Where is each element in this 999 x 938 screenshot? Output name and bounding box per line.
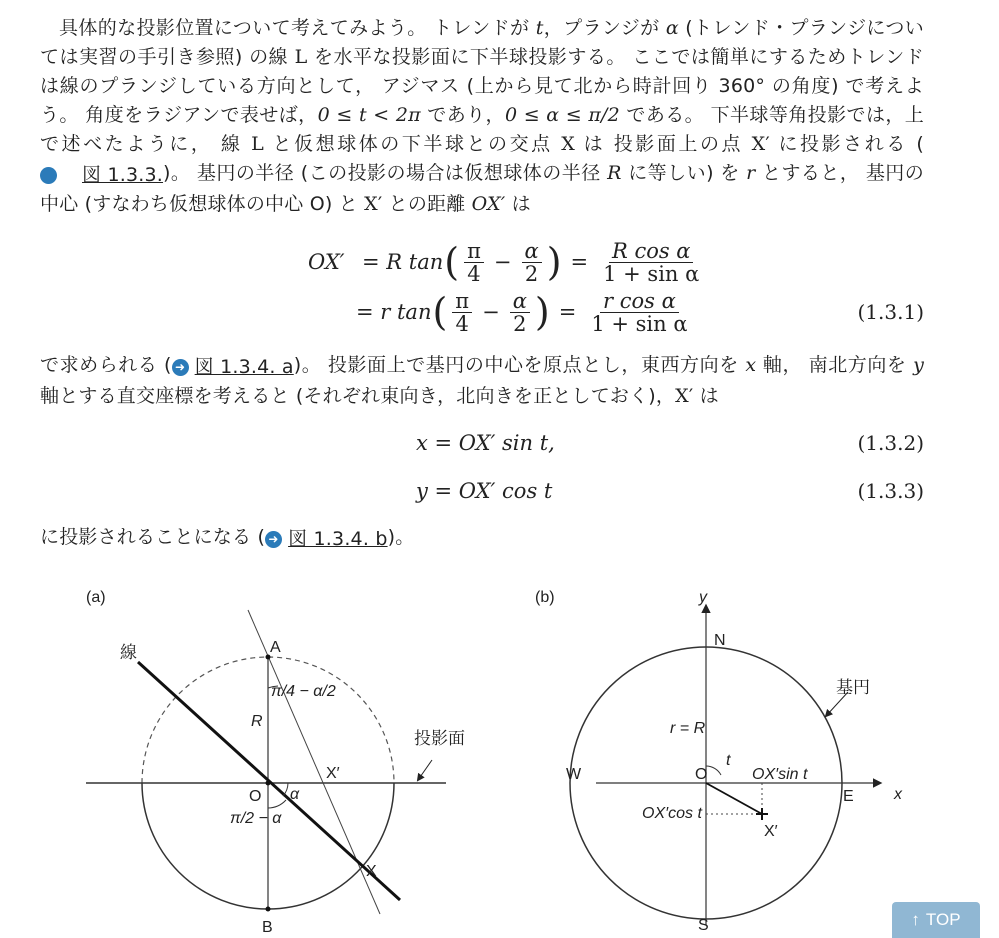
paragraph-1: 具体的な投影位置について考えてみよう。 トレンドが t，プランジが α (トレンド・プランジについては実習の手引き参照) の線 L を水平な投影面に下半球投影する。 ここでは簡単にするためトレンドは線のプランジしている方向として， アジマス (上から見て北から時計回り 360° の角度) で考えよう。 角度をラジアンで表せば，0 ≤ t < 2π であり，0 ≤ α ≤ π/2 である。 下半球等角投影では，上で述べたように， 線 L と仮想球体の下半球との交点 X は 投影面上の点 X′ に投影される ( ➜ 図 1.3.3. )。 基円の半径 (この投影の場合は仮想球体の半径 R に等しい) を r とすると， 基円の中心 (すなわち仮想球体の中心 O) と X′ との距離 OX′ は: [40, 17, 924, 215]
label-angle-bottom: π/2 − α: [230, 810, 282, 827]
paragraph-3: に投影されることになる ( ➜ 図 1.3.4. b )。: [40, 523, 924, 554]
article-body: [40, 14, 924, 554]
label-o: O: [249, 788, 262, 805]
figure-panel-b: [535, 589, 903, 934]
equations-1-3-2-3: [40, 419, 924, 515]
point-b: [266, 907, 271, 912]
label-x-prime: X′: [326, 765, 340, 782]
paragraph-2: で求められる ( ➜ 図 1.3.4. a )。 投影面上で基円の中心を原点とし，東西方向を x 軸， 南北方向を y 軸とする直交座標を考えると (それぞれ東向き，北向きを正としておく)，X′ は: [40, 354, 925, 407]
arrow-right-circle-icon: ➜: [40, 167, 57, 184]
figure-ref-1-3-4-b[interactable]: ➜ 図 1.3.4. b: [265, 525, 388, 554]
label-x: x: [894, 786, 902, 803]
panel-label-a: (a): [86, 589, 106, 606]
arrow-right-circle-icon: ➜: [172, 359, 189, 376]
equation-1-3-1: [40, 237, 924, 337]
figure-panel-a: [86, 589, 465, 936]
label-s: S: [698, 917, 709, 934]
label-b: B: [262, 919, 273, 936]
label-projection-plane: 投影面: [414, 729, 465, 748]
label-ox-sin-t: OX′sin t: [752, 766, 808, 783]
arrow-up-icon: ↑: [911, 910, 920, 929]
label-primitive-circle: 基円: [836, 678, 870, 697]
label-r-eq-r: r = R: [670, 720, 706, 737]
equation-line-1: OX′ = R tan ( $\frac{\pi}{4}$ − $\frac{\alpha}{2}$ ) = $\frac{\text{R cos α}}{\text{1 + sin α}}$: [308, 238, 700, 286]
label-y: y: [699, 589, 707, 606]
back-to-top-button[interactable]: [892, 902, 980, 938]
label-n: N: [714, 632, 726, 649]
label-angle-top: π/4 − α/2: [271, 683, 336, 700]
panel-label-b: (b): [535, 589, 555, 606]
equation-line-2: = r tan ( $\frac{\pi}{4}$ − $\frac{\alpha}{2}$ ) = $\frac{\text{r cos α}}{\text{1 + sin α}}$ (1.3.1): [356, 288, 924, 336]
label-line: 線: [120, 643, 137, 662]
equation-1-3-3: y = OX′ cos t (1.3.3): [416, 479, 924, 503]
figure-ref-1-3-3[interactable]: ➜ 図 1.3.3.: [40, 161, 163, 190]
figure-1-3-4: [0, 570, 999, 938]
equation-1-3-2: x = OX′ sin t, (1.3.2): [416, 431, 924, 455]
label-r: R: [251, 713, 263, 730]
back-to-top-label: TOP: [925, 910, 961, 929]
angle-arc-t: [706, 766, 721, 775]
label-x: X: [366, 863, 377, 880]
label-ox-cos-t: OX′cos t: [642, 805, 702, 822]
label-a: A: [270, 639, 281, 656]
angle-arc-bottom: [268, 800, 286, 808]
label-alpha: α: [290, 786, 300, 803]
label-w: W: [566, 766, 582, 783]
plane-arrow: [418, 760, 432, 780]
point-o: [266, 781, 271, 786]
radius-line: [706, 783, 762, 814]
label-t: t: [726, 752, 731, 769]
arrow-right-circle-icon: ➜: [265, 531, 282, 548]
label-e: E: [843, 788, 854, 805]
label-x-prime: X′: [764, 823, 778, 840]
label-o: O: [695, 766, 708, 783]
figure-ref-1-3-4-a[interactable]: ➜ 図 1.3.4. a: [172, 353, 294, 382]
equation-number: (1.3.1): [857, 300, 924, 324]
